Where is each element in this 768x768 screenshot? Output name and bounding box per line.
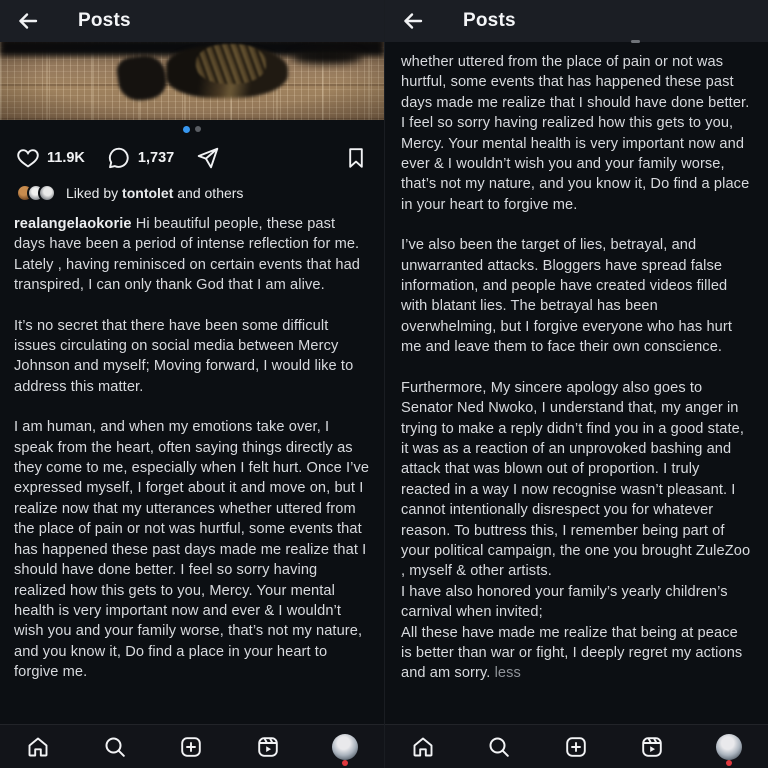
right-screen [384, 0, 768, 768]
create-post-icon[interactable] [179, 735, 203, 759]
caption-paragraph: whether uttered from the place of pain or not was hurtful, some events that has happened these past days made me realize that I should have done better. I feel so sorry having realized how this gets to you, Mercy. Your mental health is very important now and ever & I wouldn’t wish you and your family worse, that’s not my nature, and you know it, Do find a place in your heart to forgive me. [401, 54, 750, 213]
home-icon[interactable] [411, 735, 435, 759]
home-icon[interactable] [26, 735, 50, 759]
comment-count: 1,737 [137, 150, 175, 166]
comment-button[interactable] [107, 146, 174, 170]
less-toggle[interactable]: less [494, 665, 521, 682]
bottom-nav [0, 724, 384, 768]
profile-avatar[interactable] [332, 734, 358, 760]
notification-dot [726, 760, 732, 766]
caption-paragraph: Furthermore, My sincere apology also goes to Senator Ned Nwoko, I understand that, my anger in trying to make a reply didn’t find you in a good state, it was as a reaction of an unprovoked bashing and attack that was blown out of proportion. I truly reacted in a way I now recognise wasn’t pleasant. I cannot intentionally disrespect you for whatever reason. To buttress this, I remember being part of your political campaign, the one you brought ZuleZoo , myself & other artists. [401, 379, 751, 580]
liked-by-suffix: and others [173, 185, 244, 201]
share-button[interactable] [196, 146, 220, 170]
caption-paragraph: It’s no secret that there have been some difficult issues circulating on social media between Mercy Johnson and myself; Moving forward, I would like to address this matter. [14, 317, 354, 395]
post-username[interactable]: realangelaokorie [14, 216, 132, 232]
page-title: Posts [78, 10, 131, 31]
save-button[interactable] [344, 146, 368, 170]
caption-continuation [385, 42, 768, 684]
caption-paragraph: I have also honored your family’s yearly children’s carnival when invited; [401, 583, 728, 621]
back-arrow-icon[interactable] [16, 9, 40, 33]
search-icon[interactable] [487, 735, 511, 759]
liker-name[interactable]: tontolet [122, 185, 174, 201]
liked-by-prefix: Liked by [66, 185, 123, 201]
create-post-icon[interactable] [564, 735, 588, 759]
reels-icon[interactable] [640, 735, 664, 759]
liker-avatars [16, 184, 56, 202]
caption-paragraph: I am human, and when my emotions take over, I speak from the heart, often saying things directly as they come to me, especially when I felt hurt. Once I’ve expressed myself, I forget about it and move on, but I realize now that my utterances whether uttered from the place of pain or not was hurtful, some events that has happened these past days made me realize that I should have done better. I feel so sorry having realized how this gets to you, Mercy. Your mental health is very important now and ever & I wouldn’t wish you and your family worse, that’s not my nature, and you know it, Do find a place in your heart to forgive me. [14, 419, 370, 681]
avatar [716, 734, 742, 760]
carousel-dots [0, 120, 384, 138]
caption-paragraph: Hi beautiful people, these past days have been a period of intense reflection for me. [14, 216, 360, 253]
post-photo[interactable] [0, 42, 384, 120]
photo-vignette [0, 42, 384, 120]
scroll-remnant-dash [631, 40, 640, 43]
liked-by-row[interactable] [0, 178, 384, 208]
liker-avatar [38, 184, 56, 202]
left-header [0, 0, 384, 42]
carousel-dot [195, 126, 201, 132]
caption-paragraph: All these have made me realize that being at peace is better than war or fight, I deeply regret my actions and am sorry. [401, 624, 743, 682]
right-header [385, 0, 768, 42]
carousel-dot-active [183, 126, 190, 133]
like-count: 11.9K [47, 150, 85, 166]
bottom-nav [385, 724, 768, 768]
back-arrow-icon[interactable] [401, 9, 425, 33]
profile-avatar[interactable] [716, 734, 742, 760]
caption-paragraph: Lately , having reminisced on certain events that had transpired, I can only thank God that I am alive. [14, 256, 361, 294]
avatar [332, 734, 358, 760]
like-button[interactable] [16, 146, 85, 170]
search-icon[interactable] [103, 735, 127, 759]
engagement-row [0, 138, 384, 178]
page-title: Posts [463, 10, 516, 31]
reels-icon[interactable] [256, 735, 280, 759]
caption-paragraph: I’ve also been the target of lies, betrayal, and unwarranted attacks. Bloggers have spread false information, and people have created videos filled with blatant lies. The betrayal has been overwhelming, but I forgive everyone who has hurt me and leave them to face their own conscience. [401, 237, 733, 356]
notification-dot [342, 760, 348, 766]
caption-text [0, 208, 384, 683]
